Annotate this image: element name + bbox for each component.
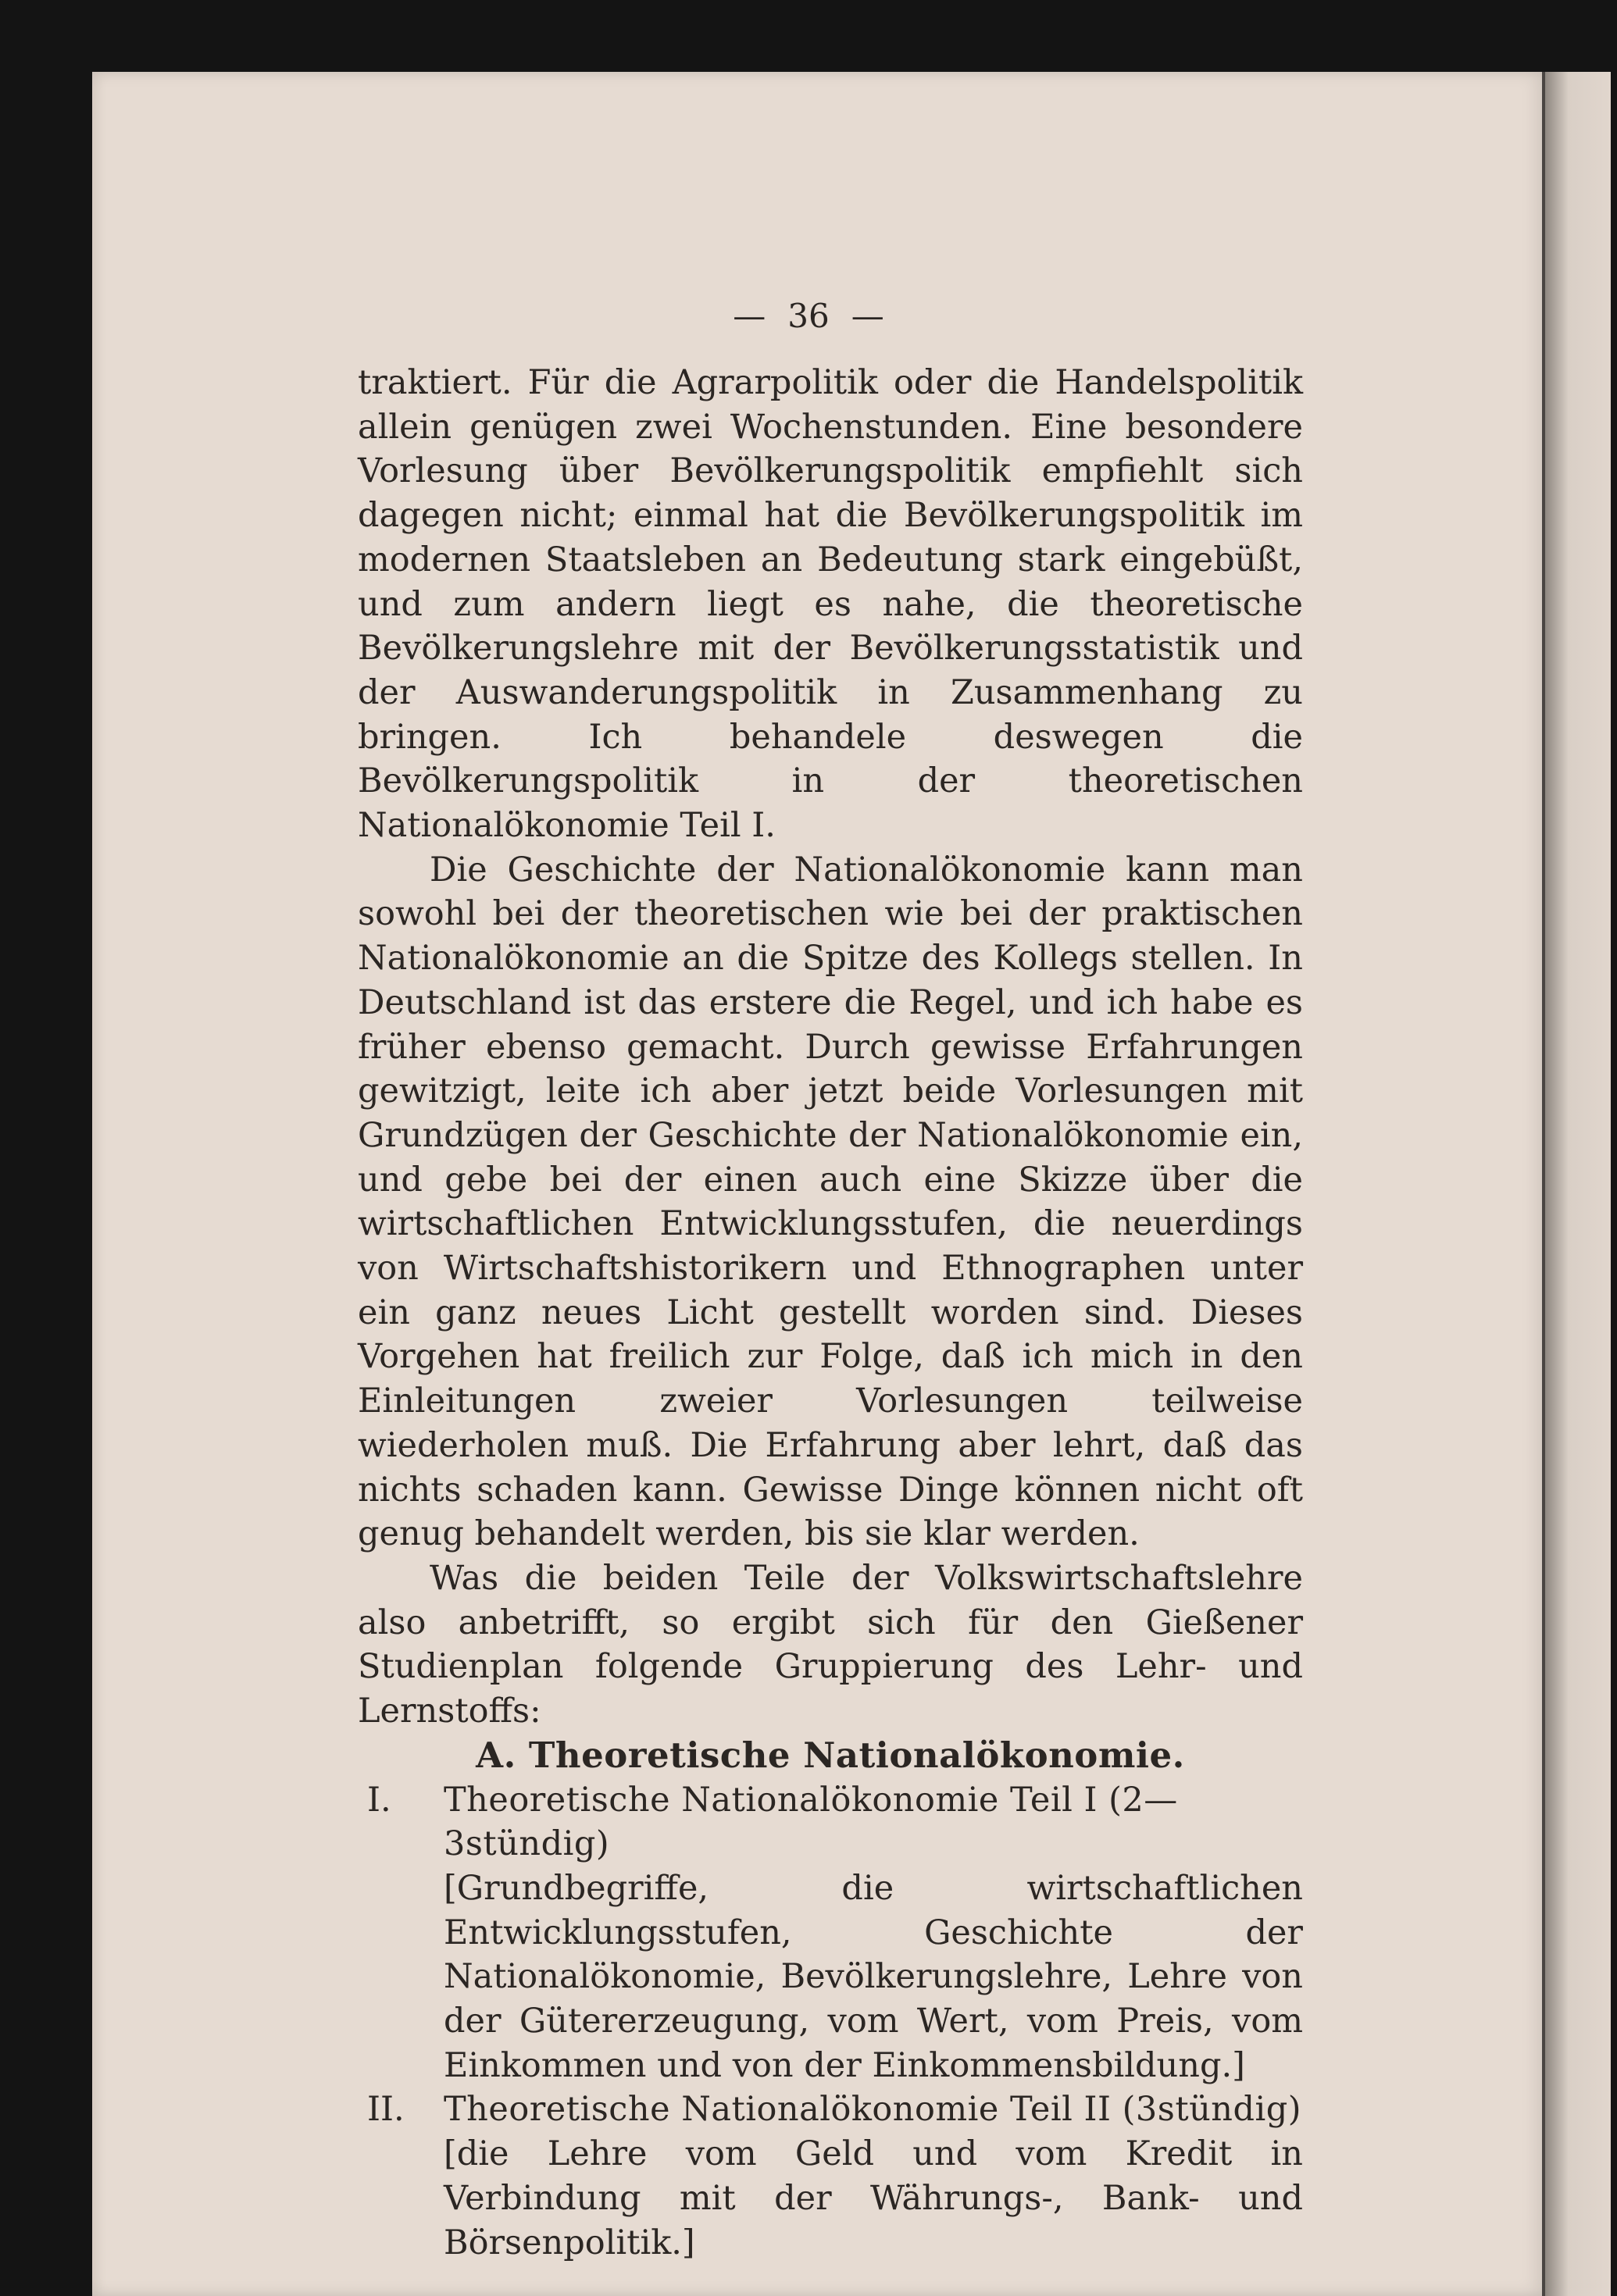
paragraph-continued: traktiert. Für die Agrarpolitik oder die Handelspolitik allein genügen zwei Wochenstunden. Eine besondere Vorlesung über Bevölkerungspolitik empfiehlt sich dagegen nicht; einmal hat die Bevölkerungspolitik im modernen Staatsleben an Bedeutung stark eingebüßt, und zum andern liegt es nahe, die theoretische Bevölkerungslehre mit der Bevölkerungsstatistik und der Auswanderungspolitik in Zusammenhang zu bringen. Ich behandele deswegen die Bevölkerungspolitik in der theoretischen Nationalökonomie Teil I. bbox=[358, 363, 1303, 846]
header-dash-right: — bbox=[851, 297, 884, 335]
item-detail: [Grundbegriffe, die wirtschaftlichen Entwicklungsstufen, Geschichte der Nationalökonomie, Bevölkerungslehre, Lehre von der Gütererzeugung, vom Wert, vom Preis, vom Einkommen und von der Einkommensbildung.] bbox=[444, 1868, 1303, 2085]
header-dash-left: — bbox=[733, 297, 766, 335]
body-text bbox=[358, 361, 1303, 2265]
list-item bbox=[358, 1778, 1303, 2088]
item-body bbox=[444, 1778, 1303, 2088]
item-detail: [die Lehre vom Geld und vom Kredit in Verbindung mit der Währungs-, Bank- und Börsenpolitik.] bbox=[444, 2134, 1303, 2262]
page-number: 36 bbox=[787, 297, 830, 335]
item-title: Theoretische Nationalökonomie Teil II (3stündig) bbox=[444, 2090, 1302, 2130]
page-header bbox=[0, 297, 1617, 344]
section-heading: A. Theoretische Nationalökonomie. bbox=[476, 1734, 1185, 1776]
item-number: II. bbox=[367, 2090, 405, 2130]
item-body bbox=[444, 2087, 1303, 2265]
paragraph-history: Die Geschichte der Nationalökonomie kann man sowohl bei der theoretischen wie bei der praktischen Nationalökonomie an die Spitze des Kollegs stellen. In Deutschland ist das erstere die Regel, und ich habe es früher ebenso gemacht. Durch gewisse Erfahrungen gewitzigt, leite ich aber jetzt beide Vorlesungen mit Grundzügen der Geschichte der Nationalökonomie ein, und gebe bei der einen auch eine Skizze über die wirtschaftlichen Entwicklungsstufen, die neuerdings von Wirtschaftshistorikern und Ethnographen unter ein ganz neues Licht gestellt worden sind. Dieses Vorgehen hat freilich zur Folge, daß ich mich in den Einleitungen zweier Vorlesungen teilweise wiederholen muß. Die Erfahrung aber lehrt, daß das nichts schaden kann. Gewisse Dinge können nicht oft genug behandelt werden, bis sie klar werden. bbox=[358, 850, 1303, 1554]
list-item bbox=[358, 2087, 1303, 2265]
paragraph-grouping: Was die beiden Teile der Volkswirtschaftslehre also anbetrifft, so ergibt sich für den Gießener Studienplan folgende Gruppierung des Lehr- und Lernstoffs: bbox=[358, 1558, 1303, 1731]
item-number: I. bbox=[367, 1780, 391, 1820]
item-title: Theoretische Nationalökonomie Teil I (2—3stündig) bbox=[444, 1780, 1178, 1864]
next-page-edge bbox=[1545, 72, 1611, 2296]
